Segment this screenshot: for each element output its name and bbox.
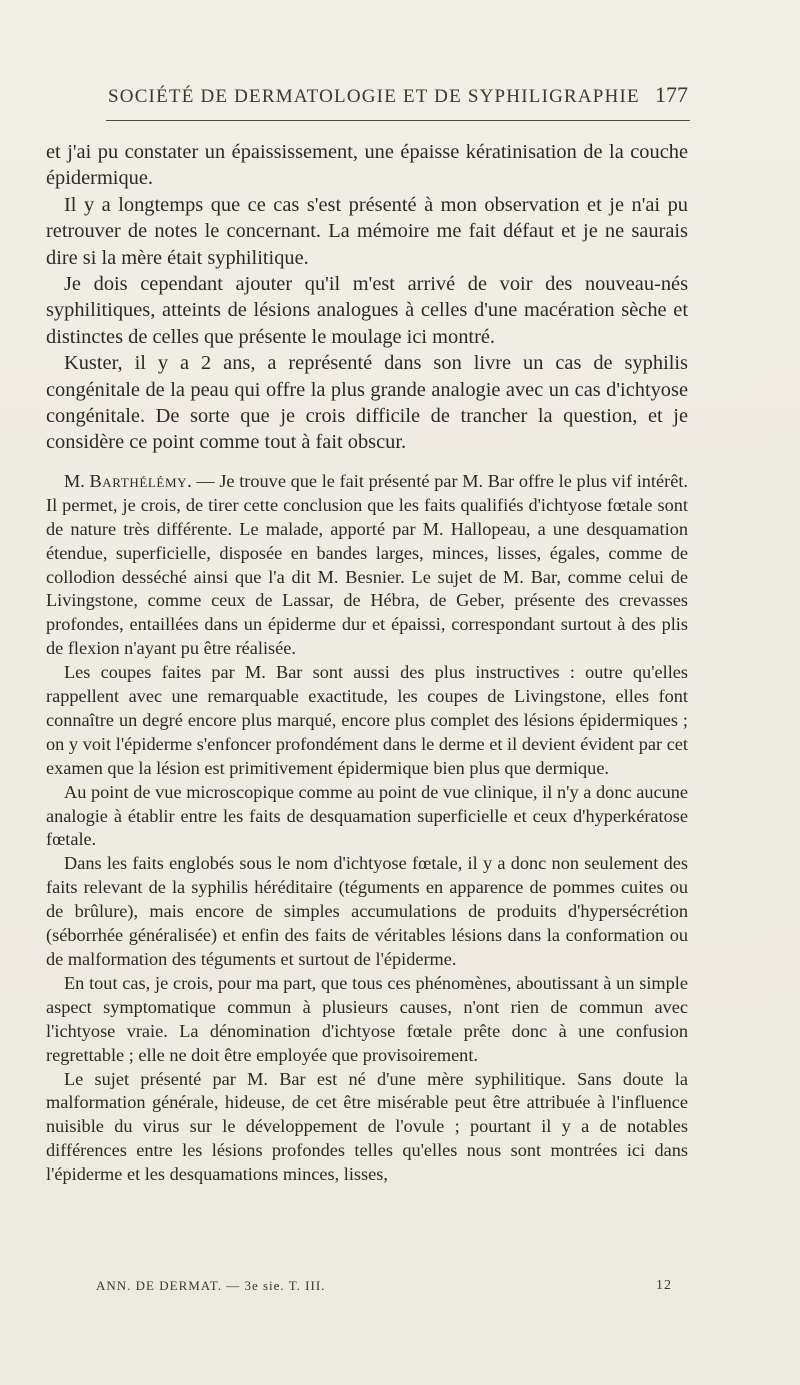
paragraph: et j'ai pu constater un épaississement, une épaisse kératinisation de la couche épidermique. [46,141,688,190]
speaker-text: Je trouve que le fait présenté par M. Bar offre le plus vif intérêt. Il permet, je crois, de tirer cette conclusion que les faits qualifiés d'ichtyose fœtale sont de nature très différente. Le malade, apporté par M. Hallopeau, a une desquamation étendue, superficielle, disposée en bandes larges, minces, lisses, égales, comme de collodion desséché ainsi que l'a dit M. Besnier. Le sujet de M. Bar, comme celui de Livingstone, comme ceux de Lassar, de Hébra, de Geber, présente des crevasses profondes, entaillées dans un épiderme dur et épaissi, correspondant surtout à des plis de flexion n'ayant pu être réalisée. [46,470,688,659]
paragraph: Je dois cependant ajouter qu'il m'est arrivé de voir des nouveau-nés syphilitiques, atteints de lésions analogues à celles d'une macération sèche et distinctes de celles que présente le moulage ici montré. [46,273,688,348]
paragraph: Le sujet présenté par M. Bar est né d'une mère syphilitique. Sans doute la malformation générale, hideuse, de cet être misérable peut être attribuée à l'influence nuisible du virus sur le développement de l'ovule ; pourtant il y a de notables différences entre les lésions profondes telles qu'elles nous sont montrées ici dans l'épiderme et les desquamations minces, lisses, [46,1068,688,1185]
small-type-section [46,470,688,1187]
paragraph: En tout cas, je crois, pour ma part, que tous ces phénomènes, aboutissant à un simple aspect symptomatique commun à plusieurs causes, n'ont rien de commun avec l'ichtyose vraie. La dénomination d'ichtyose fœtale prête donc à une confusion regrettable ; elle ne doit être employée que provisoirement. [46,972,688,1065]
large-type-section [46,139,688,456]
paragraph: Dans les faits englobés sous le nom d'ichtyose fœtale, il y a donc non seulement des faits relevant de la syphilis héréditaire (téguments en apparence de pommes cuites ou de brûlure), mais encore de simples accumulations de produits d'hypersécrétion (séborrhée généralisée) et enfin des faits de véritables lésions dans la conformation ou de malformation des téguments et surtout de l'épiderme. [46,853,688,969]
speaker-dash: . — [187,470,220,491]
paragraph: Kuster, il y a 2 ans, a représenté dans son livre un cas de syphilis congénitale de la peau qui offre la plus grande analogie avec un cas d'ichtyose congénitale. De sorte que je crois difficile de trancher la question, et je considère ce point comme tout à fait obscur. [46,352,688,454]
paragraph: Au point de vue microscopique comme au point de vue clinique, il n'y a donc aucune analogie à établir entre les faits de desquamation superficielle et ceux d'hyperkératose fœtale. [46,781,688,850]
speaker-paragraph [46,470,688,661]
running-title: SOCIÉTÉ DE DERMATOLOGIE ET DE SYPHILIGRAPHIE [108,86,640,107]
body-text [46,139,688,1187]
paragraph: Les coupes faites par M. Bar sont aussi des plus instructives : outre qu'elles rappellent avec une remarquable exactitude, les coupes de Livingstone, elles font connaître un degré encore plus marqué, encore plus complet des lésions épidermiques ; on y voit l'épiderme s'enfoncer profondément dans le derme et il devient évident par cet examen que la lésion est primitivement épidermique bien plus que dermique. [46,662,688,778]
speaker-name: Barthélémy [89,470,188,491]
paragraph: Il y a longtemps que ce cas s'est présenté à mon observation et je n'ai pu retrouver de notes le concernant. La mémoire me fait défaut et je ne saurais dire si la mère était syphilitique. [46,193,688,269]
signature-mark: 12 [656,1278,672,1293]
speaker-prefix: M. [64,470,90,491]
journal-reference: ANN. DE DERMAT. — 3e sie. T. III. [96,1278,326,1293]
header-rule [106,120,690,121]
running-head [108,82,688,108]
page-number: 177 [655,82,688,107]
footer [96,1278,672,1294]
